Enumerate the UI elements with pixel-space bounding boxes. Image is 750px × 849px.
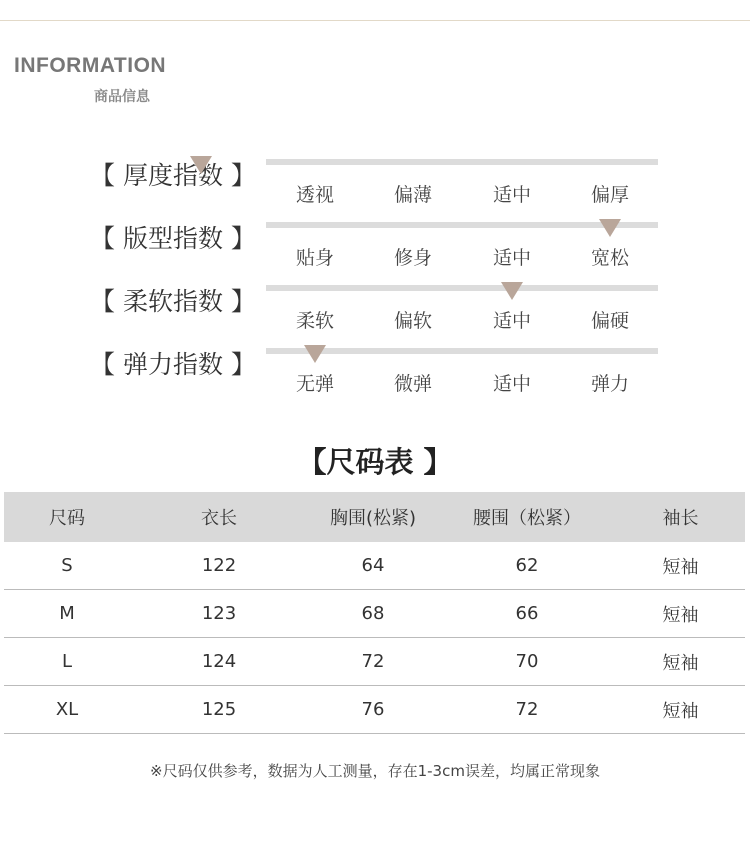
index-label: 适中 <box>492 184 531 206</box>
table-cell: 短袖 <box>616 590 745 638</box>
table-cell: 短袖 <box>616 542 745 590</box>
index-marker-icon <box>190 156 212 174</box>
section-title-en: INFORMATION <box>14 54 167 77</box>
table-cell: 64 <box>308 542 438 590</box>
table-cell: 68 <box>308 590 438 638</box>
index-label: 适中 <box>492 310 531 332</box>
index-title: 【 版型指数 】 <box>90 224 256 253</box>
index-marker-icon <box>304 345 326 363</box>
index-label: 偏硬 <box>590 310 629 332</box>
size-table <box>4 492 745 734</box>
index-row <box>0 345 750 405</box>
table-cell: 122 <box>130 542 308 590</box>
table-header-cell: 衣长 <box>130 492 308 542</box>
table-cell: S <box>4 542 130 590</box>
table-cell: 123 <box>130 590 308 638</box>
index-label: 偏厚 <box>590 184 629 206</box>
index-label: 适中 <box>492 373 531 395</box>
size-note: ※尺码仅供参考，数据为人工测量，存在1-3cm误差，均属正常现象 <box>150 762 600 780</box>
table-cell: 124 <box>130 638 308 686</box>
index-marker-icon <box>599 219 621 237</box>
index-label: 柔软 <box>295 310 334 332</box>
index-label: 适中 <box>492 247 531 269</box>
table-cell: 70 <box>438 638 616 686</box>
table-row <box>4 542 745 590</box>
index-label: 弹力 <box>590 373 629 395</box>
table-header-cell: 尺码 <box>4 492 130 542</box>
table-header-row <box>4 492 745 542</box>
index-label: 偏薄 <box>393 184 432 206</box>
table-cell: 125 <box>130 686 308 734</box>
size-table-title: 【尺码表 】 <box>297 445 453 479</box>
index-label: 微弹 <box>393 373 432 395</box>
index-row <box>0 282 750 342</box>
table-row <box>4 590 745 638</box>
table-cell: XL <box>4 686 130 734</box>
top-divider <box>0 20 750 21</box>
index-bar <box>266 159 658 165</box>
table-cell: 76 <box>308 686 438 734</box>
index-label: 宽松 <box>590 247 629 269</box>
index-bar <box>266 285 658 291</box>
index-row <box>0 219 750 279</box>
table-cell: L <box>4 638 130 686</box>
table-cell: 72 <box>308 638 438 686</box>
table-cell: 72 <box>438 686 616 734</box>
table-header-cell: 袖长 <box>616 492 745 542</box>
table-cell: 66 <box>438 590 616 638</box>
index-label: 偏软 <box>393 310 432 332</box>
table-row <box>4 686 745 734</box>
table-header-cell: 腰围（松紧） <box>438 492 616 542</box>
table-cell: M <box>4 590 130 638</box>
table-row <box>4 638 745 686</box>
index-title: 【 柔软指数 】 <box>90 287 256 316</box>
index-label: 无弹 <box>295 373 334 395</box>
table-cell: 62 <box>438 542 616 590</box>
index-label: 透视 <box>295 184 334 206</box>
index-marker-icon <box>501 282 523 300</box>
index-title: 【 弹力指数 】 <box>90 350 256 379</box>
table-cell: 短袖 <box>616 638 745 686</box>
index-label: 贴身 <box>295 247 334 269</box>
section-title-cn: 商品信息 <box>94 89 150 105</box>
table-cell: 短袖 <box>616 686 745 734</box>
index-title: 【 厚度指数 】 <box>90 161 256 190</box>
table-header-cell: 胸围(松紧) <box>308 492 438 542</box>
index-row <box>0 156 750 216</box>
index-label: 修身 <box>393 247 432 269</box>
